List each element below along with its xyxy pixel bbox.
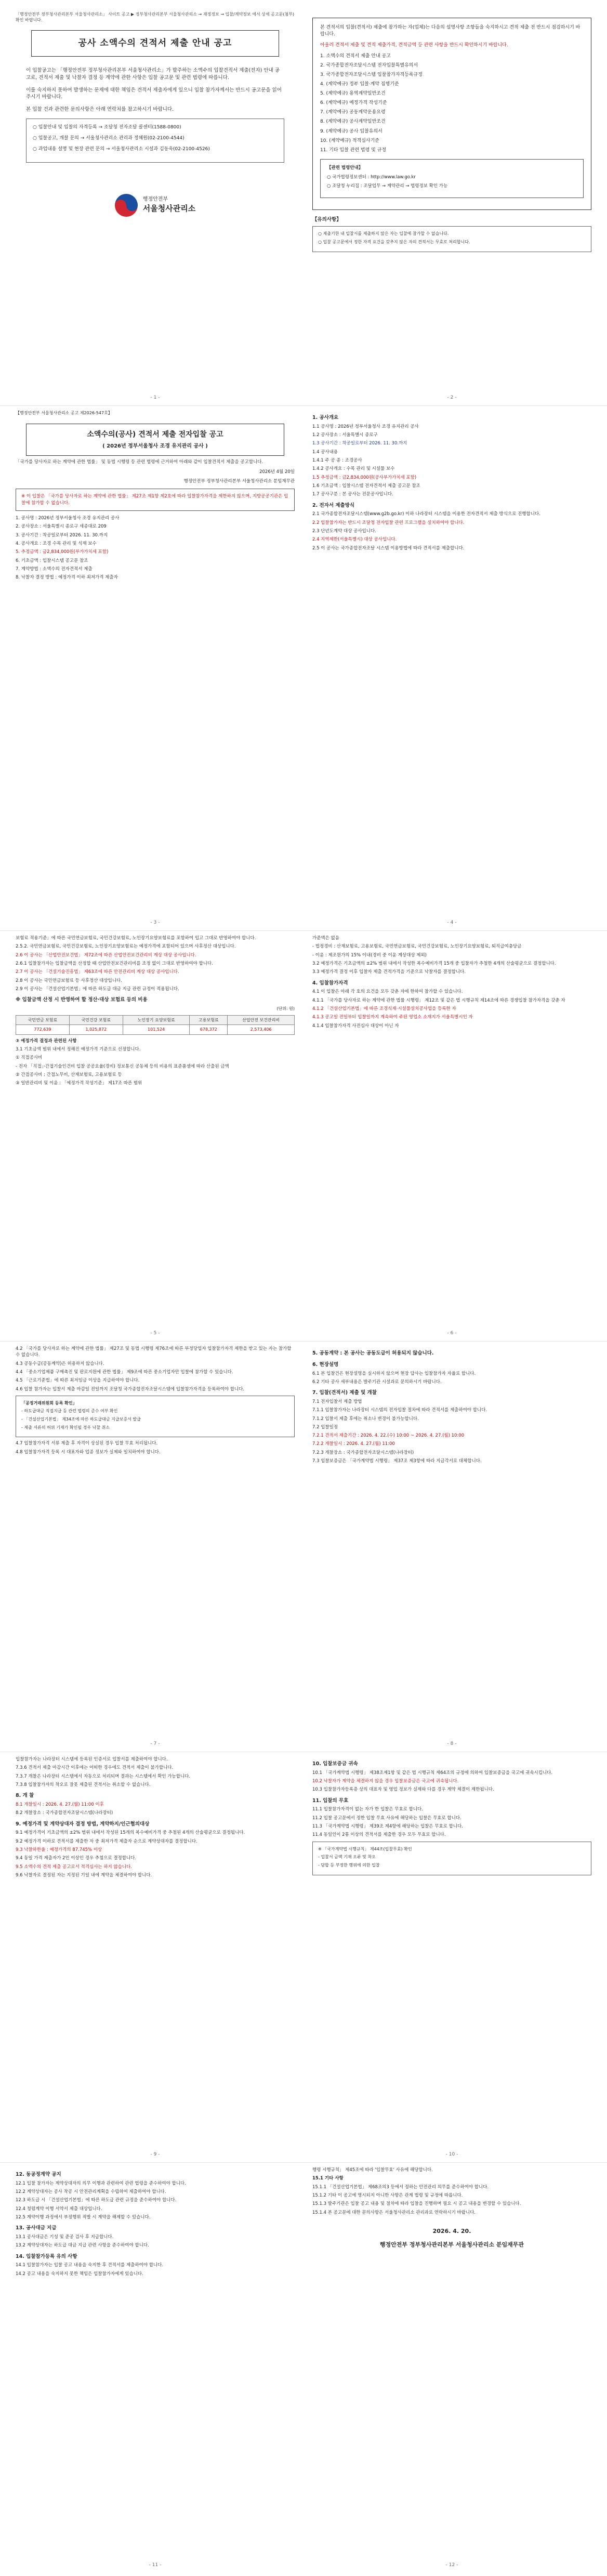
tender-title-box: [26, 424, 284, 456]
body-line: 13.1 공사대금은 기성 및 준공 검사 후 지급합니다.: [16, 2235, 114, 2240]
body-line: 10.2 낙찰자가 계약을 체결하지 않을 경우 입찰보증금은 국고에 귀속됩니다.: [312, 1779, 459, 1784]
body-line: 4.5 「근로기준법」에 따른 최저임금 이상을 지급하여야 합니다.: [16, 1378, 140, 1384]
list-item: 10. (계약예규) 적격심사기준: [320, 138, 379, 143]
body-line: - 법정경비 : 산재보험료, 고용보험료, 국민연금보험료, 국민건강보험료, 노인장기요양보험료, 퇴직급여충당금: [312, 944, 522, 950]
body-line: 7.2.3 개찰장소 : 국가종합전자조달시스템(나라장터): [312, 1450, 414, 1455]
section-heading: 7. 입찰(견적서) 제출 및 개찰: [312, 1390, 377, 1396]
closing-org: 행정안전부 정부청사관리본부 서울청사관리소 분임재무관: [379, 2241, 524, 2248]
body-line: 2.4 지역제한(서울특별시) 대상 공사입니다.: [312, 537, 397, 543]
body-line: 4.1.3 공고일 전일부터 입찰일까지 계속하여 주된 영업소 소재지가 서울특별시인 자: [312, 1015, 473, 1020]
table-header-cell: 산업안전 보건관리비: [228, 1015, 295, 1025]
list-item: 9. (계약예규) 공사 입찰유의서: [320, 128, 382, 134]
section-heading: 4. 입찰참가자격: [312, 980, 348, 986]
insurance-table: [16, 1015, 295, 1035]
table-cell: 1,025,872: [69, 1025, 123, 1035]
body-line: 1.4 공사내용: [312, 449, 338, 455]
section-heading: 1. 공사개요: [312, 415, 339, 420]
section-body: [16, 1440, 295, 1455]
body-line: 12.3 하도급 시 「건설산업기본법」에 따른 하도급 관련 규정을 준수하여야 합니다.: [16, 2198, 177, 2203]
body-line: - 이윤 : 제조원가의 15% 이내(경비 중 이윤 계상대상 제외): [312, 952, 427, 958]
contact-box: [26, 119, 284, 163]
body-line: 4.1.4 입찰참가자격 사전심사 대상이 아닌 자: [312, 1023, 399, 1029]
page-number: - 2 -: [447, 395, 457, 400]
body-line: 6.1 본 입찰건은 현장설명을 실시하지 않으며 현장 답사는 입찰참가자 자율로 합니다.: [312, 1371, 476, 1376]
announcement-date: 2026년 4월 20일: [259, 469, 295, 475]
page-3: [16, 410, 295, 930]
body-line: ① 직접공사비: [16, 1055, 43, 1061]
section-heading: 2. 전자서 제출방식: [312, 502, 355, 508]
page-4: [312, 410, 591, 930]
page-number: - 3 -: [150, 919, 160, 925]
table-cell: 101,524: [123, 1025, 190, 1035]
body-line: 1.6 기초금액 : 입찰시스템 전자견적서 제출 공고문 참조: [312, 483, 420, 489]
body-line: 13.2 계약상대자는 하도급 대금 지급 관련 사항을 준수하여야 합니다.: [16, 2243, 149, 2249]
body-line: 7.1.1 입찰참가자는 나라장터 시스템의 전자입찰 절차에 따라 견적서를 제출하여야 합니다.: [312, 1408, 487, 1413]
body-line: 가준액은 없음: [312, 936, 339, 941]
section-body: [312, 989, 591, 1029]
table-header-cell: 국민건강 보험료: [69, 1015, 123, 1025]
page-row-4: [0, 1341, 607, 1752]
section-body: [312, 1399, 591, 1465]
box-title: 「공정거래위원회 등록 확인」: [21, 1400, 77, 1405]
list-item: 4. (계약예규) 정부 입찰·계약 집행기준: [320, 82, 399, 87]
body-line: 10.3 입찰참가자등록증 상의 대표자 및 영업 정보가 실제와 다를 경우 계약 체결이 제한됩니다.: [312, 1787, 494, 1793]
body-line: 2.6 이 공사는 「산업안전보건법」 제72조에 따른 산업안전보건관리비 계상 대상 공사입니다.: [16, 952, 196, 958]
section-body: [16, 1038, 295, 1087]
body-line: 3.1 기초금액 범위 내에서 정해진 예정가격 기준으로 선정합니다.: [16, 1047, 141, 1053]
body-line: 4.8 입찰참가자격 등록 시 대표자와 업종 정보가 실제와 일치하여야 합니다.: [16, 1449, 161, 1455]
section-body: [16, 1830, 295, 1878]
tender-subtitle: ( 2026년 정부서울청사 조경 유지관리 공사 ): [102, 443, 208, 449]
box-line: - 입찰서 금액 기재 오류 및 착오: [318, 1855, 376, 1860]
page-12: [312, 2167, 591, 2573]
body-line: 9.5 소액수의 견적 제출 공고로서 적격심사는 하지 않습니다.: [16, 1864, 132, 1870]
box-line: - 담합 등 부정한 행위에 의한 입찰: [318, 1862, 380, 1868]
section-body: [16, 1756, 295, 1788]
section-body: [312, 1371, 591, 1386]
body-line: 2.1 국가종합전자조달시스템(www.g2b.go.kr) 이하 나라장터 시스템을 이용한 전자견적서 제출 방식으로 진행합니다.: [312, 511, 540, 517]
body-line: 3.3 예정가격 결정 이후 입찰자 제출 견적가격을 기준으로 낙찰자를 결정합니다.: [312, 969, 466, 975]
notice-line: 본 견적서의 입찰(견적서) 제출에 참가하는 자(업체)는 다음의 설명사항 조항들을 숙지하시고 견적 제출 전 반드시 점검하시기 바랍니다.: [320, 25, 580, 37]
body-line: 4.6 입찰 참가자는 입찰서 제출 마감일 전일까지 조달청 국가종합전자조달시스템에 입찰참가자격을 등록하여야 합니다.: [16, 1386, 245, 1392]
body-line: 6.2 기타 공사 세부내용은 발주기관 시설과로 문의하시기 바랍니다.: [312, 1379, 442, 1385]
body-line: 보험료 적용기준」에 따른 국민연금보험료, 국민건강보험료, 노인장기요양보험료를 포함하여 입고 그대로 반영하여야 합니다.: [16, 936, 256, 941]
table-header-cell: 노인장기 요양보험료: [123, 1015, 190, 1025]
page-8: [312, 1346, 591, 1752]
body-line: 2.2 입찰참가자는 반드시 조달청 전자입찰 관련 프로그램을 설치하여야 합니다.: [312, 520, 465, 525]
section-body: [312, 1806, 591, 1838]
intro: [16, 67, 295, 113]
page-number: - 8 -: [447, 1741, 457, 1746]
caution-title: 【유의사항】: [312, 216, 341, 222]
body-line: 1.4.2 공사개요 : 수목 관리 및 시설물 보수: [312, 466, 395, 472]
section-heading: 11. 입찰의 무효: [312, 1797, 349, 1804]
page-2: [312, 11, 591, 405]
tender-title: 소액수의(공사) 견적서 제출 전자입찰 공고: [87, 430, 223, 439]
page-7: [16, 1346, 295, 1752]
section-body: [312, 935, 591, 976]
body-line: 7.3.8 입찰참가자의 착오로 잘못 제출된 견적서는 취소할 수 없습니다.: [16, 1782, 151, 1788]
body-line: 9.4 동일 가격 제출자가 2인 이상인 경우 추첨으로 결정합니다.: [16, 1856, 137, 1861]
notice-line: 아울러 견적서 제출 및 견적 제출가격, 견적금액 등 관련 사항을 반드시 확인하시기 바랍니다.: [320, 43, 508, 48]
section-body: [16, 1346, 295, 1392]
section-body: [312, 424, 591, 498]
body-line: 2.5.2. 국민연금보험료, 국민건강보험료, 노인장기요양보험료는 예정가격에 포함되어 있으며 사후정산 대상입니다.: [16, 944, 236, 950]
intro-paragraph: 이 입찰공고는 「행정안전부 정부청사관리본부 서울청사관리소」가 발주하는 소액수의 입찰견적서 제출(전자) 안내 공고로, 견적서 제출 및 낙찰자 결정 등 계약에 관한 사항은 입찰 공고문 및 관련 법령에 따릅니다.: [26, 68, 280, 81]
section-heading: 10. 입찰보증금 귀속: [312, 1761, 358, 1767]
list-item: 7. (계약예규) 공동계약운용요령: [320, 110, 386, 115]
body-line: 1.3 공사기간 : 착공일로부터 2026. 11. 30.까지: [312, 441, 407, 446]
list-item: 3. 국가종합전자조달시스템 입찰참가자격등록규정: [320, 72, 423, 78]
contact-item: ○ 입찰안내 및 입찰의 자격등록 → 조달청 전자조달 콜센터(1588-0800): [33, 124, 181, 130]
page-5: [16, 935, 295, 1341]
body-line: 11.4 동일인이 2통 이상의 견적서를 제출한 경우 모두 무효로 합니다.: [312, 1832, 446, 1838]
section-body: [16, 2262, 295, 2277]
page-row-2: [0, 405, 607, 930]
fair-trade-box: [16, 1396, 295, 1437]
body-line: 15.1.2 기타 이 공고에 명시되지 아니한 사항은 관계 법령 및 규정에 따릅니다.: [312, 2192, 463, 2198]
body-line: 3.2 예정가격은 기초금액의 ±2% 범위 내에서 작성한 복수예비가격 15개 중 입찰자가 추첨한 4개의 산술평균으로 결정합니다.: [312, 961, 556, 966]
body-line: 1.7 공사구분 : 본 공사는 전문공사입니다.: [312, 492, 393, 497]
body-line: 2.6.1 입찰참가자는 입찰금액을 산정할 때 산업안전보건관리비를 조정 없이 그대로 반영하여야 합니다.: [16, 961, 213, 966]
body-line: 2.3 단년도계약 대상 공사입니다.: [312, 528, 376, 534]
section-body: [16, 935, 295, 992]
page-number: - 9 -: [150, 2151, 160, 2157]
body-line: 2.7 이 공사는 「건설기술진흥법」 제63조에 따른 안전관리비 계상 대상 공사입니다.: [16, 969, 179, 975]
law-note-line: ○ 조달청 누리집 : 조달업무 → 계약관리 → 법령정보 확인 가능: [327, 183, 448, 189]
page-number: - 6 -: [447, 1330, 457, 1336]
body-line: 14.2 공고 내용을 숙지하지 못한 책임은 입찰참가자에게 있습니다.: [16, 2271, 143, 2277]
page-number: - 10 -: [445, 2151, 458, 2157]
body-line: 9.6 낙찰자로 결정된 자는 지정된 기일 내에 계약을 체결하여야 합니다.: [16, 1872, 152, 1878]
body-line: 4.1.2 「건설산업기본법」에 따른 조경식재·시설물설치공사업을 등록한 자: [312, 1006, 456, 1011]
table-title: ※ 입찰금액 산정 시 반영하여 할 정산·대상 보험료 등의 비용: [16, 997, 148, 1003]
body-line: 7.1 전자입찰서 제출 방법: [312, 1399, 362, 1404]
table-row: [16, 1025, 295, 1035]
body-line: 8.2 개찰장소 : 국가종합전자조달시스템(나라장터): [16, 1810, 113, 1816]
section-body: [312, 1770, 591, 1793]
announcement-number: 【행정안전부 서울청사관리소 공고 제2026-547호】: [16, 411, 112, 415]
page-11: [16, 2167, 295, 2573]
body-line: 12.5 계약이행 과정에서 부정행위 적발 시 계약을 해제할 수 있습니다.: [16, 2215, 151, 2220]
page-10: [312, 1756, 591, 2162]
header-note: 「행정안전부 정부청사관리본부 서울청사관리소」 사이트 공고 ▶ 정부청사관리본부 서울청사관리소 → 재정정보 → 입찰/계약정보 에서 상세 공고문(첨부) 확인 바랍니다.: [16, 12, 295, 23]
list-item: 6. (계약예규) 예정가격 작성기준: [320, 100, 387, 106]
box-line: - 제출 서류의 허위 기재가 확인될 경우 낙찰 취소: [21, 1425, 110, 1430]
body-line: 1.1 공사명 : 2026년 정부서울청사 조경 유지관리 공사: [312, 424, 419, 429]
page-row-1: [0, 0, 607, 405]
table-header-row: [16, 1015, 295, 1025]
body-line: 7.1.2 입찰서 제출 후에는 취소나 변경이 불가능합니다.: [312, 1416, 419, 1422]
page-row-6: [0, 2162, 607, 2573]
page-6: [312, 935, 591, 1341]
taegeuk-logo-icon: [115, 194, 138, 217]
section-heading: 5. 공동계약 : 본 공사는 공동도급이 허용되지 않습니다.: [312, 1350, 434, 1356]
page-9: [16, 1756, 295, 2162]
logo: [16, 194, 295, 217]
body-line: 9.3 낙찰하한율 : 예정가격의 87.745% 이상: [16, 1847, 102, 1853]
table-cell: 678,372: [190, 1025, 228, 1035]
logo-ministry: 행정안전부: [142, 196, 168, 202]
body-line: - 전자 「직접」·간접기술인건비 입찰 공공요율(경비) 정보통신 공동체 등의 비용의 표준품셈에 따라 산출된 금액: [16, 1063, 229, 1069]
caution-line: ○ 입찰 공고문에서 정한 자격 요건을 갖추지 않은 자의 견적서는 무효로 처리합니다.: [318, 239, 470, 244]
body-line: 7.2 입찰일정: [312, 1424, 338, 1430]
body-line: 15.1 기타 사항: [312, 2176, 344, 2181]
page-row-5: [0, 1752, 607, 2162]
closing-date: 2026. 4. 20.: [432, 2227, 471, 2235]
body-line: 2.9 이 공사는 「건설산업기본법」에 따른 하도급 대금 지급 관련 규정이 적용됩니다.: [16, 986, 179, 992]
body-line: 11.3 「국가계약법 시행령」 제39조 제4항에 해당하는 입찰은 무효로 합니다.: [312, 1824, 463, 1830]
table-header-cell: 국민연금 보험료: [16, 1015, 70, 1025]
body-line: 7.3.7 개찰은 나라장터 시스템에서 자동으로 처리되며 결과는 시스템에서 확인 가능합니다.: [16, 1773, 191, 1779]
contact-item: ○ 입찰공고, 개찰 문의 → 서울청사관리소 관리과 정혜원(02-2100-4544): [33, 135, 184, 141]
logo-office: 서울청사관리소: [142, 204, 196, 214]
body-line: 11.1 입찰참가자격이 없는 자가 한 입찰은 무효로 합니다.: [312, 1807, 423, 1812]
body-line: 8.1 개찰일시 : 2026. 4. 27.(월) 11:00 이후: [16, 1802, 104, 1808]
invalid-bid-box: [312, 1842, 591, 1875]
intro-paragraph: 이를 숙지하지 못하여 발생하는 문제에 대한 책임은 견적서 제출자에게 있으니 입찰 참가자께서는 반드시 공고문을 읽어 주시기 바랍니다.: [26, 87, 282, 100]
body-line: 7.3.6 견적서 제출 마감시간 이후에는 어떠한 경우에도 견적서 제출이 불가합니다.: [16, 1765, 174, 1771]
section-heading: 9. 예정가격 및 계약상대자 결정 방법, 계약하지/인근협의대상: [16, 1821, 150, 1827]
restriction-note: ※ 이 입찰은 「국가를 당사자로 하는 계약에 관한 법률」 제27조 제1항 제2호에 따라 입찰참가자격을 제한하지 않으며, 지방공공기관은 입찰에 참가할 수 없습니다.: [16, 489, 295, 511]
body-line: 12.4 청렴계약 이행 서약서 제출 대상입니다.: [16, 2206, 102, 2212]
body-line: 입찰참가자는 나라장터 시스템에 등록된 인증서로 입찰서를 제출하여야 합니다.: [16, 1757, 168, 1762]
announcement-paragraph: 「국가를 당사자로 하는 계약에 관한 법률」 및 동법 시행령 등 관련 법령에 근거하여 아래와 같이 입찰견적서 제출을 공고합니다.: [16, 459, 263, 465]
page-number: - 11 -: [149, 2562, 162, 2568]
caution-line: ○ 제출기한 내 입찰서를 제출하지 않은 자는 입찰에 참가할 수 없습니다.: [318, 231, 449, 236]
announcement-org: 행정안전부 정부청사관리본부 서울청사관리소 분임재무관: [183, 479, 295, 484]
body-line: 4.1.1 「국가를 당사자로 하는 계약에 관한 법률 시행령」 제12조 및 같은 법 시행규칙 제14조에 따른 경쟁입찰 참가자격을 갖춘 자: [312, 997, 565, 1003]
box-line: ※ 「국가계약법 시행규칙」 제44조(입찰무효) 확인: [318, 1846, 412, 1851]
page-number: - 5 -: [150, 1330, 160, 1336]
body-line: 행령 시행규칙」 제45조에 따라 '입찰무효' 사유에 해당합니다.: [312, 2167, 433, 2173]
section-body: [312, 511, 591, 551]
summary-line: 5. 추정금액 : 금2,834,000원(부가가치세 포함): [16, 549, 109, 555]
page-title: 공사 소액수의 견적서 제출 안내 공고: [31, 30, 279, 57]
body-line: 9.1 예정가격이 기초금액의 ±2% 범위 내에서 작성된 15개의 복수예비가격 중 추첨된 4개의 산술평균으로 결정됩니다.: [16, 1830, 245, 1836]
body-line: 4.7 입찰참가자격 서류 제출 후 자격이 상실된 경우 입찰 무효 처리됩니다.: [16, 1441, 158, 1447]
body-line: 10.1 「국가계약법 시행령」 제38조제1항 및 같은 법 시행규칙 제64조의 규정에 의하여 입찰보증금을 국고에 귀속시킵니다.: [312, 1770, 553, 1776]
caution-box: [312, 226, 591, 252]
section-heading: 14. 입찰참가등록 유의 사항: [16, 2253, 77, 2259]
page-row-3: [0, 930, 607, 1341]
body-line: 4.2 「국가를 당사자로 하는 계약에 관한 법률」 제27조 및 동법 시행령 제76조에 따른 부정당업자 입찰참가자격 제한을 받고 있는 자는 참가할 수 없습니다.: [16, 1346, 292, 1358]
summary-line: 3. 공사기간 : 착공일로부터 2026. 11. 30.까지: [16, 532, 108, 538]
intro-paragraph: 본 입찰 건과 관련한 문의사항은 아래 연락처를 참고하시기 바랍니다.: [26, 107, 174, 113]
body-line: 4.3 공동수급(공동계약)은 허용하지 않습니다.: [16, 1361, 104, 1366]
body-line: ③ 일반관리비 및 이윤 : 「예정가격 작성기준」 제17조 따른 범위: [16, 1081, 142, 1086]
body-line: 15.1.3 발주기관은 입찰 공고 내용 및 절차에 따라 입찰을 진행하며 필요 시 공고 내용을 변경할 수 있습니다.: [312, 2201, 521, 2207]
list-item: 8. (계약예규) 공사계약일반조건: [320, 119, 386, 125]
body-line: 14.1 입찰참가자는 입찰 공고 내용을 숙지한 후 견적서를 제출하여야 합니다.: [16, 2263, 164, 2268]
list-item: 2. 국가종합전자조달시스템 전자입찰특별유의서: [320, 63, 418, 69]
page-1: [16, 11, 295, 405]
body-line: 4.4 「중소기업제품 구매촉진 및 판로지원에 관한 법률」 제9조에 따른 중소기업자만 입찰에 참가할 수 있습니다.: [16, 1369, 233, 1375]
law-note-box: [320, 159, 584, 198]
summary-line: 6. 기초금액 : 입찰시스템 공고문 참조: [16, 558, 88, 563]
summary-line: 7. 계약방법 : 소액수의 전자견적서 제출: [16, 566, 93, 572]
doc-list: [320, 53, 584, 154]
page-number: - 12 -: [445, 2562, 458, 2568]
body-line: 12.1 입찰 참가자는 계약상대자의 의무 이행과 관련하여 관련 법령을 준수하여야 합니다.: [16, 2180, 186, 2186]
body-line: 1.2 공사장소 : 서울특별시 종로구: [312, 432, 378, 438]
page-number: - 7 -: [150, 1741, 160, 1746]
project-summary: [16, 515, 295, 581]
body-line: 4.1 이 입찰은 아래 각 호의 요건을 모두 갖춘 자에 한하여 참가할 수 있습니다.: [312, 989, 463, 995]
table-header-cell: 고용보험료: [190, 1015, 228, 1025]
body-line: 12.2 계약상대자는 공사 착공 시 안전관리계획을 수립하여 제출하여야 합니다.: [16, 2189, 166, 2195]
summary-line: 8. 낙찰자 결정 방법 : 예정가격 이하 최저가격 제출자: [16, 575, 118, 581]
body-line: 1.4.1 주 공 종 : 조경공사: [312, 458, 362, 464]
page-number: - 1 -: [150, 395, 160, 400]
section-body: [312, 2167, 591, 2216]
body-line: ② 간접공사비 : 간접노무비, 산재보험료, 고용보험료 등: [16, 1072, 122, 1077]
body-line: 1.5 추정금액 : 금2,834,000원(공사부가가치세 포함): [312, 475, 417, 480]
body-line: 7.2.1 견적서 제출기간 : 2026. 4. 22.(수) 10:00 ~ 2026. 4. 27.(월) 10:00: [312, 1433, 465, 1439]
table-cell: 2,573,406: [228, 1025, 295, 1035]
table-unit: (단위: 원): [276, 1006, 295, 1011]
section-heading: 12. 동공정계약 공지: [16, 2172, 61, 2177]
page-number: - 4 -: [447, 919, 457, 925]
section-body: [16, 2180, 295, 2221]
list-item: 1. 소액수의 견적서 제출 안내 공고: [320, 54, 391, 59]
section-body: [16, 2234, 295, 2249]
body-line: 15.1.4 본 공고문에 대한 문의사항은 서울청사관리소 관리과로 연락하시기 바랍니다.: [312, 2210, 476, 2215]
section-body: [16, 1802, 295, 1817]
law-note-title: 【관련 법령안내】: [327, 165, 363, 170]
body-line: 15.1.1 「건설산업기본법」 제68조의3 등에서 정하는 안전관리 의무를 준수하여야 합니다.: [312, 2184, 489, 2190]
body-line: 11.2 입찰 공고문에서 정한 입찰 무효 사유에 해당하는 입찰은 무효로 합니다.: [312, 1815, 461, 1821]
body-line: ③ 예정가격 결정과 관련된 사항: [16, 1038, 77, 1044]
section-heading: 13. 공사대금 지급: [16, 2225, 57, 2231]
body-line: 9.2 예정가격 이하로 견적서를 제출한 자 중 최저가격 제출자 순으로 계약상대자를 결정합니다.: [16, 1838, 197, 1844]
list-item: 11. 기타 입찰 관련 법령 및 규정: [320, 147, 387, 153]
summary-line: 4. 공사개요 : 조경 수목 관리 및 식재 보수: [16, 541, 97, 546]
box-line: - 하도급대금 직접지급 등 관련 법령의 준수 여부 확인: [21, 1409, 118, 1414]
table-cell: 772,639: [16, 1025, 70, 1035]
logo-text: [143, 196, 195, 215]
box-line: - 「건설산업기본법」 제34조에 따른 하도급대금 지급보증서 발급: [21, 1417, 141, 1422]
summary-line: 1. 공사명 : 2026년 정부서울청사 조경 유지관리 공사: [16, 515, 120, 521]
body-line: 2.5 이 공사는 국가종합전자조달 시스템 이용방법에 따라 견적서를 제출합니다.: [312, 545, 465, 551]
law-note-line: ○ 국가법령정보센터 : http://www.law.go.kr: [327, 174, 416, 180]
section-heading: 6. 현장설명: [312, 1361, 339, 1368]
body-line: 7.2.2 개찰일시 : 2026. 4. 27.(월) 11:00: [312, 1441, 395, 1447]
body-line: 7.3 입찰보증금은 「국가계약법 시행령」 제37조 제3항에 따라 지급각서로 대체합니다.: [312, 1458, 482, 1464]
summary-line: 2. 공사장소 : 서울특별시 종로구 세종대로 209: [16, 524, 107, 530]
body-line: 2.8 이 공사는 국민연금보험료 등 사후정산 대상입니다.: [16, 978, 122, 983]
notice-box: [312, 18, 591, 210]
list-item: 5. (계약예규) 용역계약일반조건: [320, 91, 386, 97]
section-heading: 8. 개 찰: [16, 1793, 34, 1799]
contact-item: ○ 과업내용 설명 및 현장 관련 문의 → 서울청사관리소 시설과 김동욱(02-2100-4526): [33, 146, 210, 152]
